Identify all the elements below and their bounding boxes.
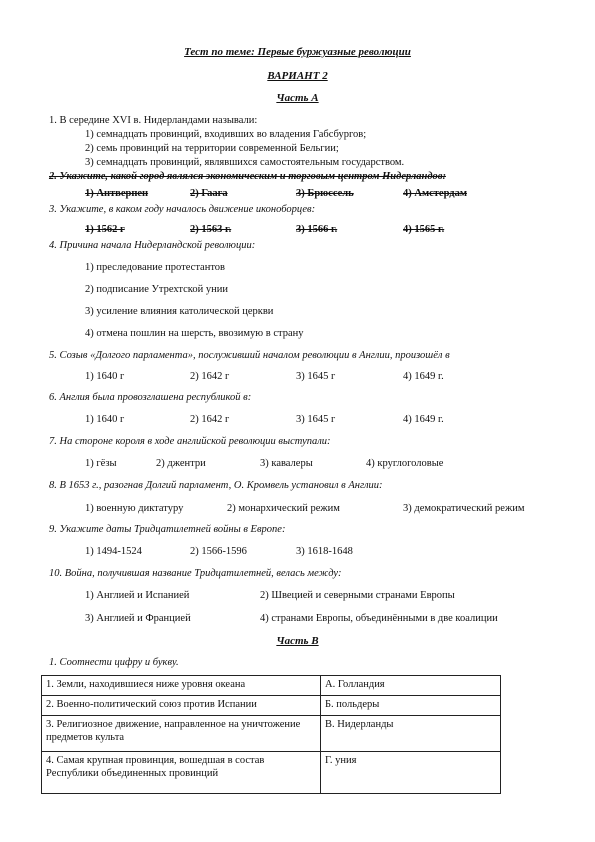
question-8: 8. В 1653 г., разогнав Долгий парламент, О. Кромвель установил в Англии: [49, 480, 383, 491]
table-row [42, 696, 501, 716]
q7-option-1: 1) гёзы [85, 458, 117, 469]
q10-option-3: 3) Англией и Францией [85, 613, 191, 624]
q3-option-4: 4) 1565 г. [403, 224, 445, 235]
q9-option-3: 3) 1618-1648 [296, 546, 353, 557]
document-title: Тест по теме: Первые буржуазные революции [184, 46, 411, 58]
q10-option-2: 2) Швецией и северными странами Европы [260, 590, 455, 601]
q4-option-1: 1) преследование протестантов [85, 262, 225, 273]
q4-option-4: 4) отмена пошлин на шерсть, ввозимую в страну [85, 328, 304, 339]
q7-option-3: 3) кавалеры [260, 458, 313, 469]
q1-option-1: 1) семнадцать провинций, входивших во владения Габсбургов; [85, 129, 367, 140]
question-6: 6. Англия была провозглашена республикой в: [49, 392, 252, 403]
table-cell-left: 1. Земли, находившиеся ниже уровня океана [42, 676, 321, 696]
q3-option-3: 3) 1566 г. [296, 224, 338, 235]
table-cell-right: А. Голландия [321, 676, 501, 696]
question-10: 10. Война, получившая название Тридцатилетней, велась между: [49, 568, 342, 579]
question-1: 1. В середине XVI в. Нидерландами называли: [49, 115, 258, 126]
q9-option-2: 2) 1566-1596 [190, 546, 247, 557]
q5-option-1: 1) 1640 г [85, 371, 125, 382]
q8-option-1: 1) военную диктатуру [85, 503, 184, 514]
table-cell-right: Б. польдеры [321, 696, 501, 716]
q7-option-2: 2) джентри [156, 458, 206, 469]
question-5: 5. Созыв «Долгого парламента», послуживший началом революции в Англии, произошёл в [49, 350, 450, 361]
q2-option-2: 2) Гаага [190, 188, 228, 199]
q6-option-3: 3) 1645 г [296, 414, 336, 425]
table-cell-left: 2. Военно-политический союз против Испании [42, 696, 321, 716]
q4-option-2: 2) подписание Утрехтской унии [85, 284, 228, 295]
question-3: 3. Укажите, в каком году началось движение иконоборцев: [49, 204, 316, 215]
question-7: 7. На стороне короля в ходе английской революции выступали: [49, 436, 331, 447]
q5-option-2: 2) 1642 г [190, 371, 230, 382]
q4-option-3: 3) усиление влияния католической церкви [85, 306, 274, 317]
q6-option-4: 4) 1649 г. [403, 414, 444, 425]
q5-option-4: 4) 1649 г. [403, 371, 444, 382]
matching-table [41, 675, 501, 794]
table-row [42, 752, 501, 794]
q10-option-1: 1) Англией и Испанией [85, 590, 190, 601]
table-cell-left: 3. Религиозное движение, направленное на уничтожение предметов культа [42, 716, 321, 752]
part-b-heading: Часть В [276, 635, 319, 647]
q6-option-1: 1) 1640 г [85, 414, 125, 425]
q1-option-3: 3) семнадцать провинций, являвшихся самостоятельным государством. [85, 157, 405, 168]
q2-option-1: 1) Антверпен [85, 188, 149, 199]
q2-option-4: 4) Амстердам [403, 188, 467, 199]
q5-option-3: 3) 1645 г [296, 371, 336, 382]
q1-option-2: 2) семь провинций на территории современной Бельгии; [85, 143, 339, 154]
question-4: 4. Причина начала Нидерландской революции: [49, 240, 256, 251]
table-row [42, 716, 501, 752]
q7-option-4: 4) круглоголовые [366, 458, 444, 469]
part-a-heading: Часть А [276, 92, 319, 104]
part-b-question-1: 1. Соотнести цифру и букву. [49, 657, 179, 668]
table-cell-right: В. Нидерланды [321, 716, 501, 752]
question-2: 2. Укажите, какой город являлся экономическим и торговым центром Нидерландов: [49, 171, 446, 182]
variant-heading: ВАРИАНТ 2 [267, 70, 328, 82]
q3-option-2: 2) 1563 г. [190, 224, 232, 235]
table-row [42, 676, 501, 696]
q8-option-2: 2) монархический режим [227, 503, 340, 514]
question-9: 9. Укажите даты Тридцатилетней войны в Европе: [49, 524, 286, 535]
table-cell-right: Г. уния [321, 752, 501, 794]
table-cell-left: 4. Самая крупная провинция, вошедшая в состав Республики объединенных провинций [42, 752, 321, 794]
q8-option-3: 3) демократический режим [403, 503, 525, 514]
q9-option-1: 1) 1494-1524 [85, 546, 142, 557]
q2-option-3: 3) Брюссель [296, 188, 354, 199]
q6-option-2: 2) 1642 г [190, 414, 230, 425]
q10-option-4: 4) странами Европы, объединёнными в две коалиции [260, 613, 498, 624]
q3-option-1: 1) 1562 г [85, 224, 125, 235]
